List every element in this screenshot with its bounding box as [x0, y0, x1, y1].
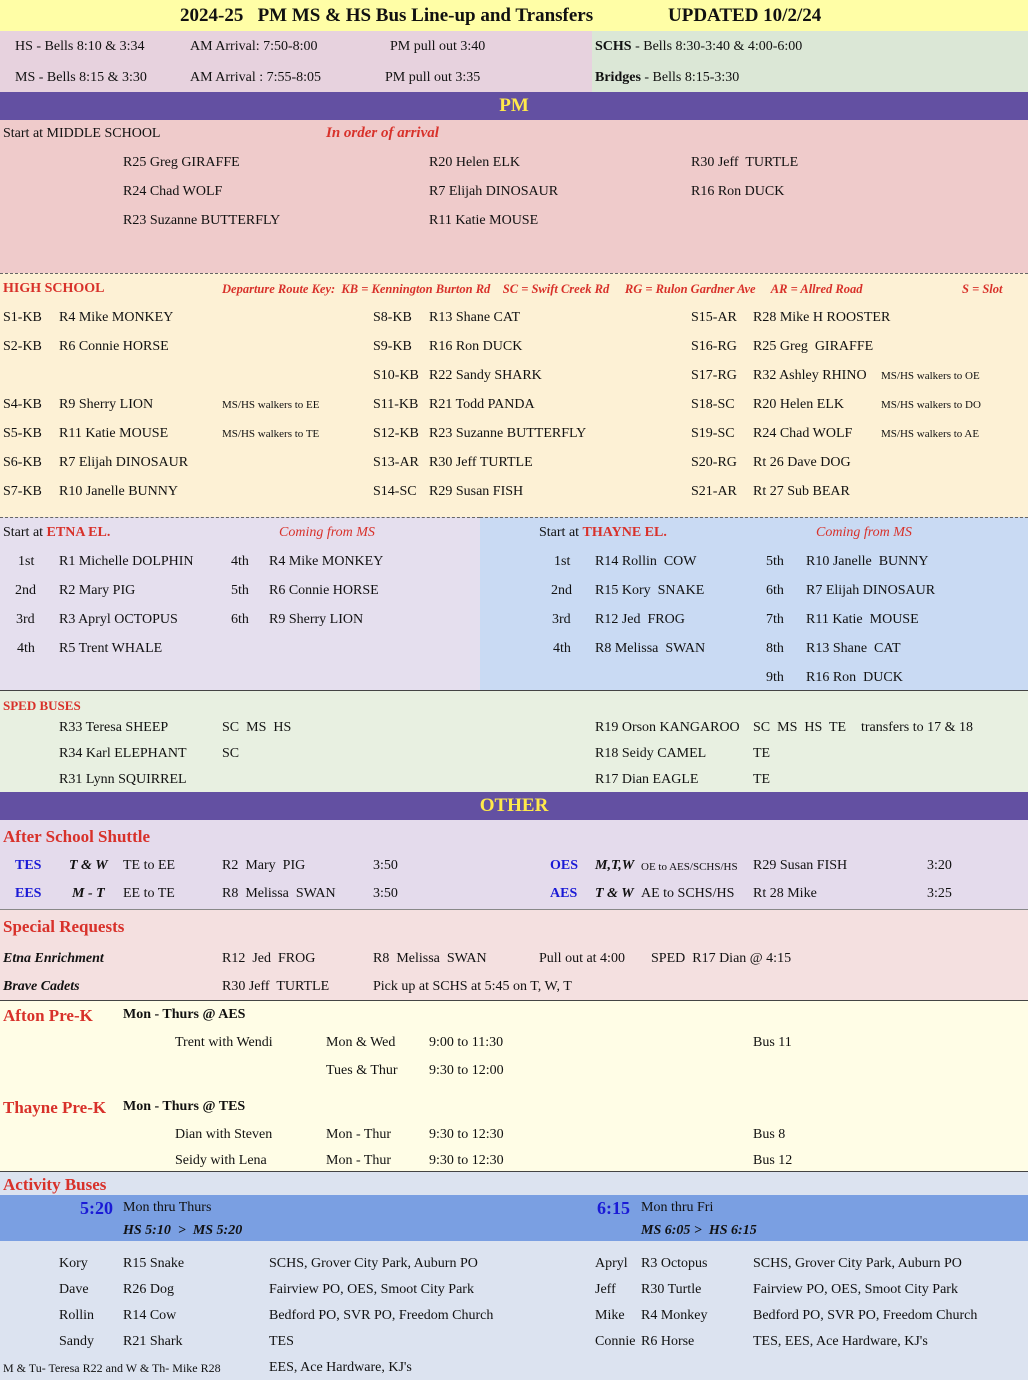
activity-bus: R4 Monkey [641, 1308, 708, 1323]
activity-stops: SCHS, Grover City Park, Auburn PO [753, 1256, 962, 1271]
order: 4th [17, 641, 35, 656]
thayne-bus: R13 Shane CAT [806, 641, 901, 656]
hs-walker-note: MS/HS walkers to TE [222, 428, 320, 440]
shuttle-school: AES [550, 886, 578, 901]
activity-bus: R21 Shark [123, 1334, 183, 1349]
hs-slot: S7-KB [3, 484, 42, 499]
etna-bus: R4 Mike MONKEY [269, 554, 384, 569]
sped-bus: R19 Orson KANGAROO [595, 720, 740, 735]
ms-pm-pullout: PM pull out 3:35 [385, 70, 481, 85]
hs-bus: Rt 26 Dave DOG [753, 455, 851, 470]
order: 1st [554, 554, 571, 569]
etna-start: Start at ETNA EL. [3, 525, 111, 540]
sped-bus: R17 Dian EAGLE [595, 772, 699, 787]
special-sped: SPED R17 Dian @ 4:15 [651, 951, 792, 966]
special-label: Special Requests [3, 917, 125, 936]
thayne-bus: R11 Katie MOUSE [806, 612, 919, 627]
etna-bus: R1 Michelle DOLPHIN [59, 554, 194, 569]
thayne-start: Start at THAYNE EL. [539, 525, 667, 540]
order: 9th [766, 670, 784, 685]
activity-times-band [0, 1195, 1028, 1241]
hs-bus: R24 Chad WOLF [753, 426, 853, 441]
sped-bus: R31 Lynn SQUIRREL [59, 772, 187, 787]
hs-slot: S9-KB [373, 339, 412, 354]
afton-prek-days: Mon - Thurs @ AES [123, 1007, 246, 1022]
hs-slot: S10-KB [373, 368, 419, 383]
activity-label: Activity Buses [3, 1175, 107, 1194]
afton-prek-label: Afton Pre-K [3, 1006, 93, 1025]
etna-section [0, 517, 480, 690]
sped-section [0, 690, 1028, 792]
hs-walker-note: MS/HS walkers to EE [222, 399, 320, 411]
prek-days: Mon - Thur [326, 1153, 392, 1168]
ms-bells: MS - Bells 8:15 & 3:30 [15, 70, 147, 85]
shuttle-time: 3:20 [927, 858, 952, 873]
prek-time: 9:30 to 12:00 [429, 1063, 504, 1078]
shuttle-time: 3:50 [373, 858, 398, 873]
shuttle-route: TE to EE [123, 858, 176, 873]
thayne-prek-label: Thayne Pre-K [3, 1098, 107, 1117]
bells-right [592, 31, 1028, 92]
ms-start: Start at MIDDLE SCHOOL [3, 126, 161, 141]
shuttle-school: EES [15, 886, 42, 901]
shuttle-bus: R2 Mary PIG [222, 858, 306, 873]
etna-bus: R6 Connie HORSE [269, 583, 379, 598]
thayne-prek-days: Mon - Thurs @ TES [123, 1099, 246, 1114]
thayne-section [480, 517, 1028, 690]
other-header: OTHER [0, 792, 1028, 820]
thayne-bus: R10 Janelle BUNNY [806, 554, 929, 569]
middle-school-section [0, 120, 1028, 273]
hs-slot: S19-SC [691, 426, 735, 441]
activity-driver: Apryl [595, 1256, 628, 1271]
activity-stops: Bedford PO, SVR PO, Freedom Church [269, 1308, 494, 1323]
activity-stops: TES, EES, Ace Hardware, KJ's [753, 1334, 928, 1349]
hs-route-key: Departure Route Key: KB = Kennington Burton Rd SC = Swift Creek Rd RG = Rulon Gardner Ave AR = Allred Road [222, 282, 863, 296]
hs-bus: R4 Mike MONKEY [59, 310, 174, 325]
hs-walker-note: MS/HS walkers to AE [881, 428, 980, 440]
shuttle-bus: R8 Melissa SWAN [222, 886, 336, 901]
sped-bus: R18 Seidy CAMEL [595, 746, 707, 761]
sped-dest: SC MS HS TE [753, 720, 847, 735]
hs-bus: R28 Mike H ROOSTER [753, 310, 891, 325]
order: 6th [231, 612, 249, 627]
prek-bus: Bus 8 [753, 1127, 786, 1142]
shuttle-route: OE to AES/SCHS/HS [641, 861, 738, 873]
prek-who: Trent with Wendi [175, 1035, 273, 1050]
hs-slot: S11-KB [373, 397, 419, 412]
hs-bus: R20 Helen ELK [753, 397, 844, 412]
order: 1st [18, 554, 35, 569]
order: 5th [231, 583, 249, 598]
activity-days: Mon thru Thurs [123, 1200, 212, 1215]
hs-bells: HS - Bells 8:10 & 3:34 [15, 39, 145, 54]
hs-slot: S18-SC [691, 397, 735, 412]
sped-label: SPED BUSES [3, 698, 81, 713]
activity-bus: R14 Cow [123, 1308, 177, 1323]
order: 4th [231, 554, 249, 569]
hs-bus: R29 Susan FISH [429, 484, 524, 499]
shuttle-days: T & W [69, 858, 108, 873]
hs-walker-note: MS/HS walkers to DO [881, 399, 981, 411]
hs-slot: S13-AR [373, 455, 419, 470]
etna-bus: R9 Sherry LION [269, 612, 364, 627]
hs-slot: S12-KB [373, 426, 419, 441]
hs-slot-key: S = Slot [962, 282, 1003, 296]
bridges-bells: Bridges - Bells 8:15-3:30 [595, 70, 740, 85]
activity-stops: Fairview PO, OES, Smoot City Park [753, 1282, 958, 1297]
activity-bus: R30 Turtle [641, 1282, 702, 1297]
sped-dest: SC [222, 746, 240, 761]
hs-slot: S6-KB [3, 455, 42, 470]
shuttle-school: TES [15, 858, 42, 873]
special-requests-section [0, 909, 1028, 1000]
activity-bus: R6 Horse [641, 1334, 695, 1349]
hs-slot: S5-KB [3, 426, 42, 441]
activity-section [0, 1171, 1028, 1380]
order: 2nd [15, 583, 36, 598]
shuttle-days: M - T [72, 886, 105, 901]
prek-bus: Bus 11 [753, 1035, 792, 1050]
order: 2nd [551, 583, 572, 598]
prek-section [0, 1000, 1028, 1171]
hs-bus: R6 Connie HORSE [59, 339, 169, 354]
page-title: 2024-25 PM MS & HS Bus Line-up and Transfers [180, 5, 594, 26]
bells-left [0, 31, 592, 92]
hs-slot: S8-KB [373, 310, 412, 325]
activity-driver: Sandy [59, 1334, 94, 1349]
thayne-coming-from-ms: Coming from MS [816, 525, 912, 540]
ms-bus: R25 Greg GIRAFFE [123, 155, 240, 170]
sped-dest: SC MS HS [222, 720, 292, 735]
ms-bus: R20 Helen ELK [429, 155, 520, 170]
shuttle-time: 3:25 [927, 886, 952, 901]
thayne-bus: R14 Rollin COW [595, 554, 697, 569]
hs-label: HIGH SCHOOL [3, 281, 105, 296]
special-note: Pick up at SCHS at 5:45 on T, W, T [373, 979, 572, 994]
pm-header: PM [0, 92, 1028, 120]
hs-walker-note: MS/HS walkers to OE [881, 370, 980, 382]
hs-slot: S2-KB [3, 339, 42, 354]
hs-slot: S17-RG [691, 368, 737, 383]
high-school-section [0, 273, 1028, 517]
ms-bus: R16 Ron DUCK [691, 184, 785, 199]
thayne-bus: R16 Ron DUCK [806, 670, 903, 685]
prek-time: 9:30 to 12:30 [429, 1127, 504, 1142]
order: 4th [553, 641, 571, 656]
activity-stops: TES [269, 1334, 294, 1349]
prek-bus: Bus 12 [753, 1153, 793, 1168]
hs-bus: R10 Janelle BUNNY [59, 484, 178, 499]
prek-who: Seidy with Lena [175, 1153, 267, 1168]
shuttle-label: After School Shuttle [3, 827, 151, 846]
prek-days: Tues & Thur [326, 1063, 398, 1078]
etna-bus: R3 Apryl OCTOPUS [59, 612, 178, 627]
activity-stops: SCHS, Grover City Park, Auburn PO [269, 1256, 478, 1271]
etna-bus: R2 Mary PIG [59, 583, 136, 598]
sped-dest: TE [753, 772, 771, 787]
hs-bus: Rt 27 Sub BEAR [753, 484, 850, 499]
activity-bus: R3 Octopus [641, 1256, 708, 1271]
special-bus: R8 Melissa SWAN [373, 951, 487, 966]
updated-date: UPDATED 10/2/24 [668, 5, 822, 26]
hs-bus: R9 Sherry LION [59, 397, 154, 412]
activity-stops: EES, Ace Hardware, KJ's [269, 1360, 412, 1375]
shuttle-days: M,T,W [595, 858, 635, 873]
shuttle-time: 3:50 [373, 886, 398, 901]
hs-slot: S4-KB [3, 397, 42, 412]
title-bar [0, 0, 1028, 31]
order: 3rd [16, 612, 35, 627]
ms-order-note: In order of arrival [326, 125, 439, 141]
activity-driver-rotation: M & Tu- Teresa R22 and W & Th- Mike R28 [3, 1361, 221, 1375]
order: 3rd [552, 612, 571, 627]
activity-driver: Jeff [595, 1282, 616, 1297]
thayne-bus: R12 Jed FROG [595, 612, 685, 627]
activity-driver: Rollin [59, 1308, 95, 1323]
special-bus: R30 Jeff TURTLE [222, 979, 330, 994]
ms-bus: R30 Jeff TURTLE [691, 155, 799, 170]
ms-bus: R24 Chad WOLF [123, 184, 223, 199]
order: 8th [766, 641, 784, 656]
activity-bus: R15 Snake [123, 1256, 185, 1271]
hs-bus: R30 Jeff TURTLE [429, 455, 533, 470]
special-bus: R12 Jed FROG [222, 951, 316, 966]
activity-time: 5:20 [80, 1198, 113, 1218]
activity-schedule: MS 6:05 > HS 6:15 [641, 1223, 757, 1238]
order: 6th [766, 583, 784, 598]
sped-bus: R33 Teresa SHEEP [59, 720, 169, 735]
hs-bus: R16 Ron DUCK [429, 339, 523, 354]
activity-schedule: HS 5:10 > MS 5:20 [123, 1223, 243, 1238]
hs-bus: R25 Greg GIRAFFE [753, 339, 874, 354]
hs-slot: S14-SC [373, 484, 417, 499]
ms-bus: R11 Katie MOUSE [429, 213, 539, 228]
thayne-bus: R8 Melissa SWAN [595, 641, 706, 656]
shuttle-route: AE to SCHS/HS [641, 886, 735, 901]
etna-enrichment-label: Etna Enrichment [3, 951, 104, 966]
prek-days: Mon - Thur [326, 1127, 392, 1142]
thayne-bus: R7 Elijah DINOSAUR [806, 583, 936, 598]
prek-who: Dian with Steven [175, 1127, 273, 1142]
schs-bells: SCHS - Bells 8:30-3:40 & 4:00-6:00 [595, 39, 803, 54]
activity-bus: R26 Dog [123, 1282, 174, 1297]
prek-time: 9:00 to 11:30 [429, 1035, 504, 1050]
hs-slot: S1-KB [3, 310, 42, 325]
shuttle-days: T & W [595, 886, 634, 901]
shuttle-school: OES [550, 858, 579, 873]
activity-driver: Connie [595, 1334, 636, 1349]
sped-note: transfers to 17 & 18 [861, 720, 973, 735]
activity-stops: Bedford PO, SVR PO, Freedom Church [753, 1308, 978, 1323]
shuttle-bus: Rt 28 Mike [753, 886, 817, 901]
prek-time: 9:30 to 12:30 [429, 1153, 504, 1168]
hs-slot: S16-RG [691, 339, 737, 354]
etna-bus: R5 Trent WHALE [59, 641, 163, 656]
ms-bus: R23 Suzanne BUTTERFLY [123, 213, 281, 228]
ms-bus: R7 Elijah DINOSAUR [429, 184, 559, 199]
hs-pm-pullout: PM pull out 3:40 [390, 39, 486, 54]
activity-driver: Kory [59, 1256, 88, 1271]
shuttle-route: EE to TE [123, 886, 175, 901]
activity-time: 6:15 [597, 1198, 630, 1218]
etna-coming-from-ms: Coming from MS [279, 525, 375, 540]
sped-bus: R34 Karl ELEPHANT [59, 746, 187, 761]
order: 7th [766, 612, 784, 627]
hs-slot: S20-RG [691, 455, 737, 470]
hs-bus: R13 Shane CAT [429, 310, 520, 325]
activity-driver: Dave [59, 1282, 89, 1297]
thayne-bus: R15 Kory SNAKE [595, 583, 705, 598]
brave-cadets-label: Brave Cadets [3, 979, 80, 994]
hs-bus: R23 Suzanne BUTTERFLY [429, 426, 587, 441]
hs-slot: S15-AR [691, 310, 737, 325]
hs-slot: S21-AR [691, 484, 737, 499]
shuttle-section [0, 820, 1028, 909]
special-pullout: Pull out at 4:00 [539, 951, 625, 966]
activity-driver: Mike [595, 1308, 625, 1323]
order: 5th [766, 554, 784, 569]
shuttle-bus: R29 Susan FISH [753, 858, 848, 873]
hs-bus: R32 Ashley RHINO [753, 368, 867, 383]
prek-days: Mon & Wed [326, 1035, 396, 1050]
hs-bus: R22 Sandy SHARK [429, 368, 542, 383]
hs-bus: R7 Elijah DINOSAUR [59, 455, 189, 470]
ms-am-arrival: AM Arrival : 7:55-8:05 [190, 70, 322, 85]
hs-am-arrival: AM Arrival: 7:50-8:00 [190, 39, 318, 54]
sped-dest: TE [753, 746, 771, 761]
hs-bus: R21 Todd PANDA [429, 397, 535, 412]
activity-days: Mon thru Fri [641, 1200, 714, 1215]
activity-stops: Fairview PO, OES, Smoot City Park [269, 1282, 474, 1297]
hs-bus: R11 Katie MOUSE [59, 426, 169, 441]
